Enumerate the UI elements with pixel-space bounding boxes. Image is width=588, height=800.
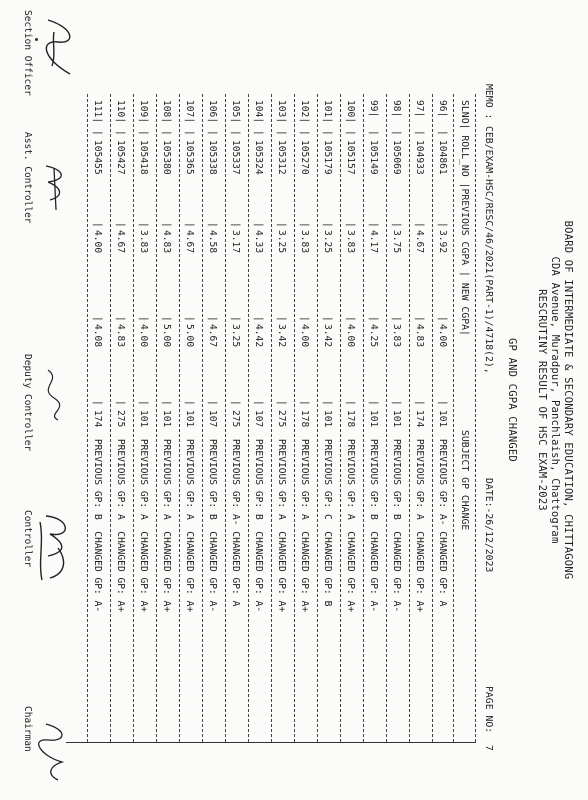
cell-separator: | <box>276 400 287 406</box>
row-roll-no: 105337 <box>230 140 241 175</box>
document-title: GP AND CGPA CHANGED <box>506 338 518 462</box>
row-sl-no: 96| <box>437 100 448 118</box>
table-header-left: SLNO| ROLL_NO |PREVIOUS CGPA | NEW CGPA| <box>459 100 470 336</box>
row-previous-cgpa: 4.83 <box>161 230 172 254</box>
row-new-cgpa: 3.25 <box>230 324 241 348</box>
row-previous-cgpa: 3.25 <box>322 230 333 254</box>
row-sl-no: 100| <box>345 100 356 124</box>
result-subtitle: RESCRUTINY RESULT OF HSC EXAM-2023 <box>536 289 548 511</box>
row-previous-cgpa: 3.83 <box>299 230 310 254</box>
row-new-cgpa: 4.00 <box>345 324 356 348</box>
cell-separator: | <box>322 130 333 136</box>
cell-separator: | <box>138 130 149 136</box>
row-subject-gp-change: 101 PREVIOUS GP: A- CHANGED GP: A <box>437 410 448 607</box>
cell-separator: | <box>322 400 333 406</box>
memo-reference: CEB/EXAM-HSC/RESC/46/2021(PART-1)/4718(2), <box>483 126 494 374</box>
row-new-cgpa: 4.67 <box>207 324 218 348</box>
cell-separator: | <box>345 400 356 406</box>
row-divider <box>271 94 272 742</box>
chairman-signature <box>34 716 76 786</box>
cell-separator: | <box>92 130 103 136</box>
cell-separator: | <box>299 130 310 136</box>
row-divider <box>225 94 226 742</box>
cell-separator: | <box>207 130 218 136</box>
row-previous-cgpa: 4.17 <box>368 230 379 254</box>
cell-separator: | <box>391 130 402 136</box>
cell-separator: | <box>115 400 126 406</box>
row-roll-no: 105418 <box>138 140 149 175</box>
sig-section-officer: Section Officer <box>22 10 33 96</box>
row-roll-no: 104933 <box>414 140 425 175</box>
cell-separator: | <box>437 400 448 406</box>
cell-separator: | <box>253 222 264 228</box>
cell-separator: | <box>184 130 195 136</box>
row-divider <box>87 94 88 742</box>
memo-date: DATE:-26/12/2023 <box>483 478 494 573</box>
row-sl-no: 98| <box>391 100 402 118</box>
row-previous-cgpa: 4.33 <box>253 230 264 254</box>
cell-separator: | <box>230 222 241 228</box>
cell-separator: | <box>230 316 241 322</box>
row-divider <box>409 94 410 742</box>
row-roll-no: 105324 <box>253 140 264 175</box>
cell-separator: | <box>368 130 379 136</box>
asst-controller-signature <box>36 160 72 220</box>
row-roll-no: 105179 <box>322 140 333 175</box>
cell-separator: | <box>414 222 425 228</box>
row-roll-no: 105427 <box>115 140 126 175</box>
row-new-cgpa: 4.83 <box>115 324 126 348</box>
row-previous-cgpa: 4.67 <box>115 230 126 254</box>
table-header-rule <box>453 94 454 742</box>
row-sl-no: 101| <box>322 100 333 124</box>
row-subject-gp-change: 101 PREVIOUS GP: A CHANGED GP: A+ <box>184 410 195 613</box>
row-sl-no: 108| <box>161 100 172 124</box>
sig-chairman: Chairman <box>22 706 33 752</box>
cell-separator: | <box>161 316 172 322</box>
row-subject-gp-change: 178 PREVIOUS GP: A CHANGED GP: A+ <box>345 410 356 613</box>
row-new-cgpa: 3.42 <box>276 324 287 348</box>
cell-separator: | <box>161 222 172 228</box>
cell-separator: | <box>184 316 195 322</box>
row-new-cgpa: 4.42 <box>253 324 264 348</box>
section-officer-signature <box>38 14 82 84</box>
cell-separator: | <box>345 316 356 322</box>
cell-separator: | <box>253 400 264 406</box>
cell-separator: | <box>299 316 310 322</box>
row-new-cgpa: 3.83 <box>391 324 402 348</box>
row-subject-gp-change: 107 PREVIOUS GP: B CHANGED GP: A- <box>253 410 264 613</box>
table-header-change: SUBJECT GP CHANGE <box>459 430 470 531</box>
cell-separator: | <box>299 400 310 406</box>
row-sl-no: 97| <box>414 100 425 118</box>
cell-separator: | <box>322 222 333 228</box>
cell-separator: | <box>299 222 310 228</box>
cell-separator: | <box>207 222 218 228</box>
row-subject-gp-change: 101 PREVIOUS GP: A CHANGED GP: A+ <box>161 410 172 613</box>
board-name: BOARD OF INTERMEDIATE & SECONDARY EDUCATION, CHITTAGONG <box>562 220 574 580</box>
row-subject-gp-change: 101 PREVIOUS GP: B CHANGED GP: A- <box>368 410 379 613</box>
cell-separator: | <box>368 400 379 406</box>
row-previous-cgpa: 3.92 <box>437 230 448 254</box>
row-divider <box>294 94 295 742</box>
cell-separator: | <box>391 316 402 322</box>
row-sl-no: 109| <box>138 100 149 124</box>
row-sl-no: 103| <box>276 100 287 124</box>
cell-separator: | <box>437 130 448 136</box>
row-previous-cgpa: 3.25 <box>276 230 287 254</box>
row-divider <box>432 94 433 742</box>
row-new-cgpa: 4.00 <box>299 324 310 348</box>
cell-separator: | <box>414 130 425 136</box>
row-roll-no: 105312 <box>276 140 287 175</box>
cell-separator: | <box>368 222 379 228</box>
row-subject-gp-change: 107 PREVIOUS GP: B CHANGED GP: A- <box>207 410 218 613</box>
cell-separator: | <box>437 222 448 228</box>
row-previous-cgpa: 3.83 <box>138 230 149 254</box>
row-subject-gp-change: 275 PREVIOUS GP: A CHANGED GP: A+ <box>115 410 126 613</box>
row-divider <box>248 94 249 742</box>
row-divider <box>317 94 318 742</box>
cell-separator: | <box>138 222 149 228</box>
row-subject-gp-change: 101 PREVIOUS GP: B CHANGED GP: A- <box>391 410 402 613</box>
row-previous-cgpa: 3.75 <box>391 230 402 254</box>
cell-separator: | <box>92 400 103 406</box>
row-subject-gp-change: 275 PREVIOUS GP: A CHANGED GP: A+ <box>276 410 287 613</box>
row-roll-no: 105455 <box>92 140 103 175</box>
row-sl-no: 99| <box>368 100 379 118</box>
row-new-cgpa: 4.00 <box>138 324 149 348</box>
row-divider <box>340 94 341 742</box>
row-divider <box>363 94 364 742</box>
row-new-cgpa: 5.00 <box>184 324 195 348</box>
row-subject-gp-change: 178 PREVIOUS GP: A CHANGED GP: A+ <box>299 410 310 613</box>
cell-separator: | <box>184 400 195 406</box>
row-roll-no: 105149 <box>368 140 379 175</box>
row-sl-no: 111| <box>92 100 103 124</box>
row-previous-cgpa: 4.58 <box>207 230 218 254</box>
row-new-cgpa: 4.83 <box>414 324 425 348</box>
row-new-cgpa: 5.00 <box>161 324 172 348</box>
deputy-controller-signature <box>34 364 68 424</box>
row-previous-cgpa: 3.83 <box>345 230 356 254</box>
row-subject-gp-change: 174 PREVIOUS GP: B CHANGED GP: A- <box>92 410 103 613</box>
cell-separator: | <box>322 316 333 322</box>
sig-deputy-controller: Deputy Controller <box>22 354 33 452</box>
row-roll-no: 105069 <box>391 140 402 175</box>
cell-separator: | <box>276 222 287 228</box>
row-divider <box>133 94 134 742</box>
cell-separator: | <box>345 222 356 228</box>
cell-separator: | <box>138 400 149 406</box>
cell-separator: | <box>207 400 218 406</box>
row-previous-cgpa: 4.00 <box>92 230 103 254</box>
sig-controller: Controller <box>22 510 33 568</box>
cell-separator: | <box>161 130 172 136</box>
cell-separator: | <box>276 130 287 136</box>
row-divider <box>202 94 203 742</box>
row-roll-no: 104861 <box>437 140 448 175</box>
page-number: PAGE NO: 7 <box>483 686 494 751</box>
cell-separator: | <box>368 316 379 322</box>
row-new-cgpa: 4.00 <box>437 324 448 348</box>
cell-separator: | <box>391 222 402 228</box>
row-sl-no: 102| <box>299 100 310 124</box>
cell-separator: | <box>414 400 425 406</box>
row-divider <box>386 94 387 742</box>
row-sl-no: 110| <box>115 100 126 124</box>
row-roll-no: 105338 <box>207 140 218 175</box>
row-sl-no: 104| <box>253 100 264 124</box>
row-sl-no: 106| <box>207 100 218 124</box>
row-roll-no: 105380 <box>161 140 172 175</box>
memo-label: MEMO : <box>483 84 494 120</box>
row-subject-gp-change: 101 PREVIOUS GP: C CHANGED GP: B <box>322 410 333 607</box>
row-subject-gp-change: 101 PREVIOUS GP: A CHANGED GP: A+ <box>138 410 149 613</box>
cell-separator: | <box>345 130 356 136</box>
row-sl-no: 107| <box>184 100 195 124</box>
cell-separator: | <box>207 316 218 322</box>
controller-signature <box>32 508 76 588</box>
cell-separator: | <box>437 316 448 322</box>
row-roll-no: 105157 <box>345 140 356 175</box>
row-new-cgpa: 4.08 <box>92 324 103 348</box>
sig-asst-controller: Asst. Controller <box>22 132 33 224</box>
row-roll-no: 105270 <box>299 140 310 175</box>
cell-separator: | <box>115 316 126 322</box>
cell-separator: | <box>276 316 287 322</box>
row-roll-no: 105365 <box>184 140 195 175</box>
row-new-cgpa: 3.42 <box>322 324 333 348</box>
row-sl-no: 105| <box>230 100 241 124</box>
board-address: CDA Avenue, Muradpur, Panchlaish, Chattogram <box>549 256 561 544</box>
table-right-border <box>66 742 476 743</box>
row-subject-gp-change: 174 PREVIOUS GP: A CHANGED GP: A+ <box>414 410 425 613</box>
cell-separator: | <box>92 316 103 322</box>
row-new-cgpa: 4.25 <box>368 324 379 348</box>
cell-separator: | <box>230 130 241 136</box>
cell-separator: | <box>161 400 172 406</box>
cell-separator: | <box>115 130 126 136</box>
cell-separator: | <box>230 400 241 406</box>
cell-separator: | <box>253 316 264 322</box>
row-previous-cgpa: 4.67 <box>184 230 195 254</box>
cell-separator: | <box>92 222 103 228</box>
cell-separator: | <box>253 130 264 136</box>
cell-separator: | <box>184 222 195 228</box>
cell-separator: | <box>414 316 425 322</box>
row-previous-cgpa: 3.17 <box>230 230 241 254</box>
row-divider <box>179 94 180 742</box>
row-divider <box>110 94 111 742</box>
cell-separator: | <box>138 316 149 322</box>
row-previous-cgpa: 4.67 <box>414 230 425 254</box>
row-divider <box>156 94 157 742</box>
row-subject-gp-change: 275 PREVIOUS GP: A- CHANGED GP: A <box>230 410 241 607</box>
table-top-rule <box>475 94 476 742</box>
cell-separator: | <box>115 222 126 228</box>
cell-separator: | <box>391 400 402 406</box>
